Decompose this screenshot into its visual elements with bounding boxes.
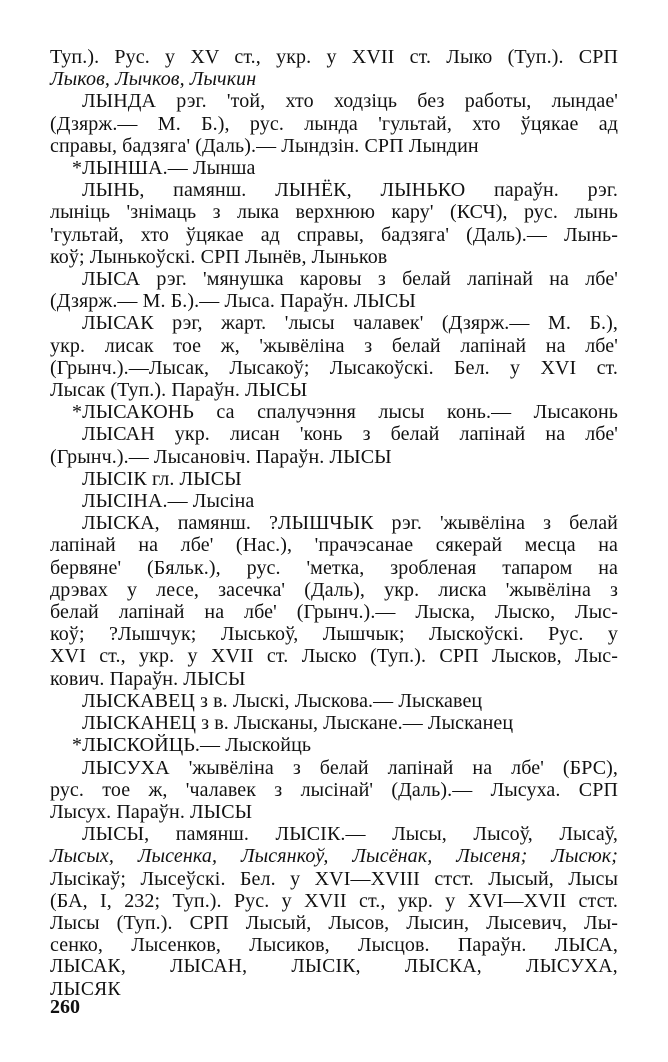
entry-line: *ЛЫСАКОНЬ са спалучэння лысы конь.— Лысаконь: [72, 401, 618, 424]
entry-line: ЛЫСЯК: [50, 978, 121, 1000]
entry-line: ЛЫСКА, памянш. ?ЛЫШЧЫК рэг. 'жывёліна з белай: [82, 512, 618, 535]
entry-line: лыніць 'знімаць з лыка верхнюю кару' (КСЧ), рус. лынь: [50, 201, 618, 224]
entry-line: коў; ?Лышчук; Лыськоў, Лышчык; Лыскоўскі. Рус. у: [50, 623, 618, 646]
entry-line: справы, бадзяга' (Даль).— Лындзін. СРП Лындин: [50, 134, 479, 157]
entry-line: *ЛЫСКОЙЦЬ.— Лыскойць: [72, 734, 312, 757]
entry-line: коў; Лынькоўскі. СРП Лынёв, Лыньков: [50, 245, 388, 268]
entry-line: белай лапінай на лбе' (Грынч.).— Лыска, Лыско, Лыс-: [50, 601, 618, 624]
entry-line: (Дзярж.— М. Б.), рус. лында 'гультай, хто ўцякае ад: [50, 112, 618, 135]
entry-line: ЛЫСІК гл. ЛЫСЫ: [82, 467, 242, 490]
entry-line: бервяне' (Бяльк.), рус. 'метка, зробленая тапаром на: [50, 556, 618, 579]
entry-line: (Дзярж.— М. Б.).— Лыса. Параўн. ЛЫСЫ: [50, 290, 416, 313]
entry-line: ЛЫСА рэг. 'мянушка каровы з белай лапінай на лбе': [82, 268, 618, 291]
entry-line: ЛЫСЫ, памянш. ЛЫСІК.— Лысы, Лысоў, Лысаў,: [82, 823, 618, 846]
entry-line: ЛЫНЬ, памянш. ЛЫНЁК, ЛЫНЬКО параўн. рэг.: [82, 179, 618, 202]
entry-line: Лысікаў; Лысеўскі. Бел. у XVI—XVIII стст. Лысый, Лысы: [50, 867, 618, 890]
entry-line: (Грынч.).— Лысановіч. Параўн. ЛЫСЫ: [50, 445, 392, 468]
entry-line: ЛЫСУХА 'жывёліна з белай лапінай на лбе' (БРС),: [82, 756, 618, 779]
entry-line: ЛЫСКАВЕЦ з в. Лыскі, Лыскова.— Лыскавец: [82, 689, 483, 712]
entry-line: ЛЫСАК рэг, жарт. 'лысы чалавек' (Дзярж.— М. Б.),: [82, 312, 618, 335]
entry-line: (Грынч.).—Лысак, Лысакоў; Лысакоўскі. Бел. у XVI ст.: [50, 356, 618, 379]
entry-line: ЛЫСАК, ЛЫСАН, ЛЫСІК, ЛЫСКА, ЛЫСУХА,: [50, 956, 618, 978]
entry-line: дрэвах у лесе, засечка' (Даль), укр. лиска 'жывёліна з: [50, 578, 618, 601]
entry-line: Лысых, Лысенка, Лысянкоў, Лысёнак, Лысеня; Лысюк;: [50, 845, 618, 868]
entry-line: Лыков, Лычков, Лычкин: [50, 68, 257, 91]
entry-line: Туп.). Рус. у XV ст., укр. у XVII ст. Лыко (Туп.). СРП: [50, 46, 618, 68]
entry-line: кович. Параўн. ЛЫСЫ: [50, 667, 246, 690]
entry-line: ЛЫСКАНЕЦ з в. Лысканы, Лыскане.— Лысканец: [82, 712, 514, 735]
entry-line: рус. тое ж, 'чалавек з лысінай' (Даль).— Лысуха. СРП: [50, 778, 618, 801]
entry-line: XVI ст., укр. у XVII ст. Лыско (Туп.). СРП Лысков, Лыс-: [50, 645, 618, 668]
entry-line: укр. лисак тое ж, 'жывёліна з белай лапінай на лбе': [50, 334, 618, 357]
entry-line: ЛЫСАН укр. лисан 'конь з белай лапінай на лбе': [82, 423, 618, 446]
entry-line: Лысы (Туп.). СРП Лысый, Лысов, Лысин, Лысевич, Лы-: [50, 911, 618, 934]
entry-line: Лысак (Туп.). Параўн. ЛЫСЫ: [50, 379, 308, 402]
entry-line: ЛЫНДА рэг. 'той, хто ходзіць без работы, лындае': [82, 90, 618, 113]
entry-line: ЛЫСІНА.— Лысіна: [82, 490, 255, 513]
entry-line: Лысух. Параўн. ЛЫСЫ: [50, 800, 253, 823]
entry-line: лапінай на лбе' (Нас.), 'прачэсанае сякерай месца на: [50, 534, 618, 557]
dictionary-page: [50, 46, 618, 1001]
entry-line: сенко, Лысенков, Лысиков, Лысцов. Параўн. ЛЫСА,: [50, 934, 618, 957]
entry-line: (БА, I, 232; Туп.). Рус. у XVII ст., укр. у XVI—XVII стст.: [50, 889, 618, 912]
entry-line: *ЛЫНША.— Лынша: [72, 157, 256, 180]
page-number: 260: [50, 996, 80, 1018]
entry-line: 'гультай, хто ўцякае ад справы, бадзяга' (Даль).— Лынь-: [50, 223, 618, 246]
